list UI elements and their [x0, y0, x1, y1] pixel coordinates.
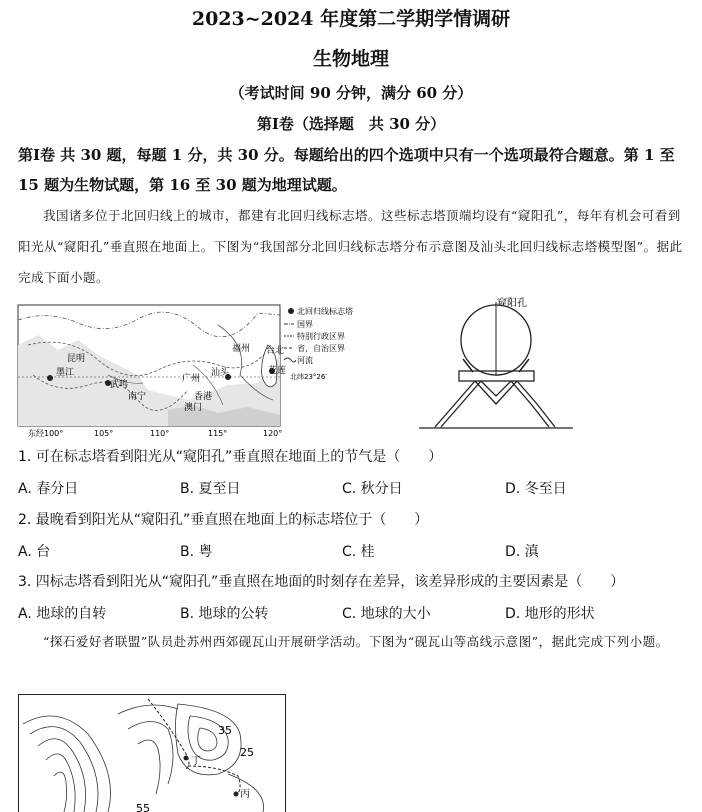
- map-city-hualien: 花莲: [268, 366, 287, 376]
- contour-label-25: 25: [240, 746, 254, 759]
- q2-option-c[interactable]: C. 桂: [342, 544, 375, 560]
- q3-option-d[interactable]: D. 地形的形状: [505, 606, 595, 622]
- question-3-stem: 3. 四标志塔看到阳光从“窥阳孔”垂直照在地面的时刻存在差异，该差异形成的主要因素是（ ）: [18, 574, 625, 590]
- q1-option-c[interactable]: C. 秋分日: [342, 481, 403, 497]
- map-city-guangzhou: 广州: [182, 374, 201, 384]
- map-city-hongkong: 香港: [194, 392, 213, 402]
- map-lon-105: 105°: [94, 429, 114, 438]
- map-city-wuming: 武鸣: [110, 380, 129, 390]
- map-lon-120: 120°: [263, 429, 283, 438]
- map-city-macau: 澳门: [184, 403, 203, 413]
- contour-label-55: 55: [136, 802, 150, 812]
- section-title: 第Ⅰ卷（选择题 共 30 分）: [256, 115, 446, 133]
- instructions: 第Ⅰ卷 共 30 题，每题 1 分，共 30 分。每题给出的四个选项中只有一个选项最符合题意。第 1 至 15 题为生物试题，第 16 至 30 题为地理试题。: [18, 146, 675, 194]
- legend-province-border: 省、自治区界: [297, 344, 345, 353]
- map-city-shantou: 汕头: [211, 368, 230, 378]
- map-legend: [284, 306, 353, 365]
- passage-2: “探石爱好者联盟”队员赴苏州西郊砚瓦山开展研学活动。下图为“砚瓦山等高线示意图”，据此完成下列小题。: [43, 634, 669, 649]
- contour-map: [18, 694, 286, 812]
- map-lon-100: 东经100°: [28, 429, 64, 438]
- map-lon-110: 110°: [150, 429, 170, 438]
- q2-option-d[interactable]: D. 滇: [505, 544, 539, 560]
- subject-title: 生物地理: [312, 48, 389, 70]
- q1-option-a[interactable]: A. 春分日: [18, 481, 79, 497]
- passage-1: 我国诸多位于北回归线上的城市，都建有北回归线标志塔。这些标志塔顶端均设有“窥阳孔”，每年有机会可看到阳光从“窥阳孔”垂直照在地面上。下图为“我国部分北回归线标志塔分布示意图及汕头北回归线标志塔模型图”。据此完成下面小题。: [18, 208, 683, 285]
- question-2-stem: 2. 最晚看到阳光从“窥阳孔”垂直照在地面上的标志塔位于（ ）: [18, 512, 429, 528]
- map-tropic-label: 北纬23°26′: [290, 373, 327, 381]
- legend-tower: 北回归线标志塔: [297, 307, 353, 316]
- q1-option-b[interactable]: B. 夏至日: [180, 481, 241, 497]
- map-city-nanning: 南宁: [128, 392, 147, 402]
- q2-option-b[interactable]: B. 粤: [180, 544, 213, 560]
- contour-label-35: 35: [218, 724, 232, 737]
- map-city-mojiang: 墨江: [56, 368, 75, 378]
- map-city-fuzhou: 福州: [232, 344, 251, 354]
- shantou-tower-model: [415, 296, 585, 431]
- q2-option-a[interactable]: A. 台: [18, 544, 51, 560]
- legend-border: 国界: [297, 320, 313, 329]
- q3-option-b[interactable]: B. 地球的公转: [180, 606, 269, 622]
- map-city-taipei: 台北: [266, 346, 285, 356]
- q1-option-d[interactable]: D. 冬至日: [505, 481, 567, 497]
- contour-point-bing: 丙: [240, 789, 250, 800]
- exam-info: （考试时间 90 分钟，满分 60 分）: [229, 84, 473, 102]
- tower-label-peephole: 窥阳孔: [497, 298, 527, 309]
- legend-sar-border: 特别行政区界: [297, 332, 345, 341]
- q3-option-a[interactable]: A. 地球的自转: [18, 606, 107, 622]
- exam-title: 2023~2024 年度第二学期学情调研: [191, 8, 511, 30]
- map-lon-115: 115°: [208, 429, 228, 438]
- legend-river: 河流: [297, 356, 313, 365]
- q3-option-c[interactable]: C. 地球的大小: [342, 606, 431, 622]
- map-city-kunming: 昆明: [67, 354, 86, 364]
- contour-point-ding: 丁: [191, 756, 201, 767]
- question-1-stem: 1. 可在标志塔看到阳光从“窥阳孔”垂直照在地面上的节气是（ ）: [18, 449, 443, 465]
- tropic-towers-map: [18, 305, 353, 438]
